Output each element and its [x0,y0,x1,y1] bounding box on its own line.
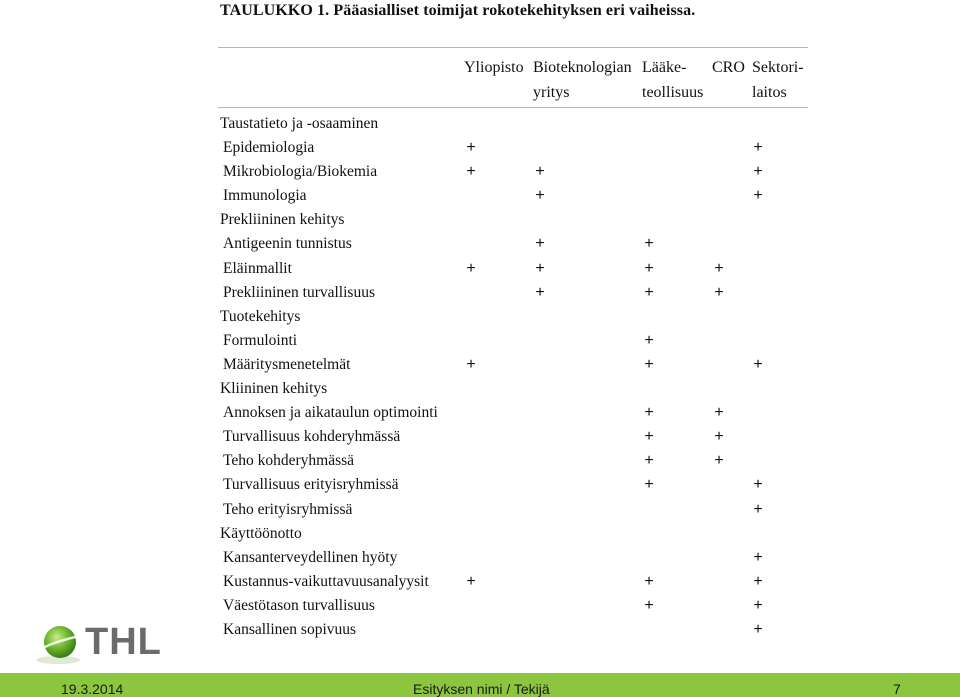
table-top-rule [218,47,808,48]
plus-mark: + [644,596,654,614]
table-row [218,354,818,378]
plus-mark: + [466,259,476,277]
plus-mark: + [714,404,724,422]
row-label: Eläinmallit [223,259,292,277]
plus-mark: + [753,163,763,181]
row-label: Väestötason turvallisuus [223,596,375,614]
section-label: Käyttöönotto [220,524,302,542]
column-header-cro [712,55,745,80]
row-label: Formulointi [223,331,298,349]
table-row [218,330,818,354]
table-row [218,426,818,450]
column-header-line1: Sektori- [752,59,804,76]
column-header-line1: CRO [712,59,745,76]
row-label: Epidemiologia [223,139,315,157]
table-header-rule [218,107,808,108]
footer-date: 19.3.2014 [61,681,124,697]
column-header-line1: Yliopisto [464,59,524,76]
thl-logo-text: THL [85,621,162,663]
plus-mark: + [644,235,654,253]
plus-mark: + [644,283,654,301]
section-row [218,209,818,233]
row-label: Teho erityisryhmissä [223,500,353,518]
plus-mark: + [535,187,545,205]
row-label: Määritysmenetelmät [223,355,351,373]
row-label: Annoksen ja aikataulun optimointi [223,404,438,422]
table-row [218,547,818,571]
row-label: Prekliininen turvallisuus [223,283,375,301]
table-row [218,185,818,209]
row-label: Mikrobiologia/Biokemia [223,163,378,181]
plus-mark: + [753,187,763,205]
plus-mark: + [753,139,763,157]
table-row [218,161,818,185]
table-body [218,113,818,643]
footer-presentation-title: Esityksen nimi / Tekijä [413,681,550,697]
plus-mark: + [714,452,724,470]
plus-mark: + [753,476,763,494]
table-row [218,137,818,161]
column-header-line2: yritys [533,84,570,101]
table-row [218,474,818,498]
row-label: Turvallisuus kohderyhmässä [223,428,401,446]
section-row [218,378,818,402]
plus-mark: + [753,572,763,590]
footer-bar [0,673,960,697]
plus-mark: + [644,331,654,349]
table-row [218,258,818,282]
thl-globe-icon [33,622,83,666]
plus-mark: + [714,428,724,446]
table-row [218,450,818,474]
plus-mark: + [535,259,545,277]
plus-mark: + [753,548,763,566]
plus-mark: + [466,139,476,157]
plus-mark: + [466,572,476,590]
table-title: TAULUKKO 1. Pääasialliset toimijat rokotekehityksen eri vaiheissa. [220,2,696,19]
plus-mark: + [714,259,724,277]
section-label: Taustatieto ja -osaaminen [220,115,379,132]
row-label: Kustannus-vaikuttavuusanalyysit [223,572,429,590]
section-label: Kliininen kehitys [220,380,328,398]
table-row [218,571,818,595]
section-row [218,523,818,547]
column-header-sektorilaitos [752,55,804,105]
row-label: Antigeenin tunnistus [223,235,352,253]
table-row [218,619,818,643]
table-row [218,233,818,257]
plus-mark: + [644,259,654,277]
plus-mark: + [466,163,476,181]
table-row [218,402,818,426]
section-row [218,306,818,330]
section-label: Tuotekehitys [220,307,301,325]
column-header-line1: Lääke- [642,59,687,76]
footer-page-number: 7 [893,681,901,697]
row-label: Kansanterveydellinen hyöty [223,548,398,566]
plus-mark: + [753,500,763,518]
row-label: Teho kohderyhmässä [223,452,355,470]
plus-mark: + [535,283,545,301]
table-row [218,282,818,306]
plus-mark: + [644,572,654,590]
plus-mark: + [466,355,476,373]
table-row [218,595,818,619]
row-label: Kansallinen sopivuus [223,620,357,638]
section-row [218,113,818,137]
table-row [218,499,818,523]
plus-mark: + [644,452,654,470]
plus-mark: + [753,355,763,373]
plus-mark: + [644,476,654,494]
plus-mark: + [644,404,654,422]
column-header-line1: Bioteknologian [533,59,632,76]
plus-mark: + [535,235,545,253]
section-label: Prekliininen kehitys [220,211,345,229]
thl-logo [33,622,163,666]
plus-mark: + [535,163,545,181]
column-header-laaketeollisuus [642,55,703,105]
column-header-yliopisto [464,55,524,80]
plus-mark: + [753,620,763,638]
column-header-bioteknologian-yritys [533,55,632,105]
plus-mark: + [644,428,654,446]
plus-mark: + [714,283,724,301]
plus-mark: + [753,596,763,614]
column-header-line2: laitos [752,84,787,101]
row-label: Immunologia [223,187,307,205]
column-header-line2: teollisuus [642,84,704,101]
plus-mark: + [644,355,654,373]
row-label: Turvallisuus erityisryhmissä [223,476,399,494]
